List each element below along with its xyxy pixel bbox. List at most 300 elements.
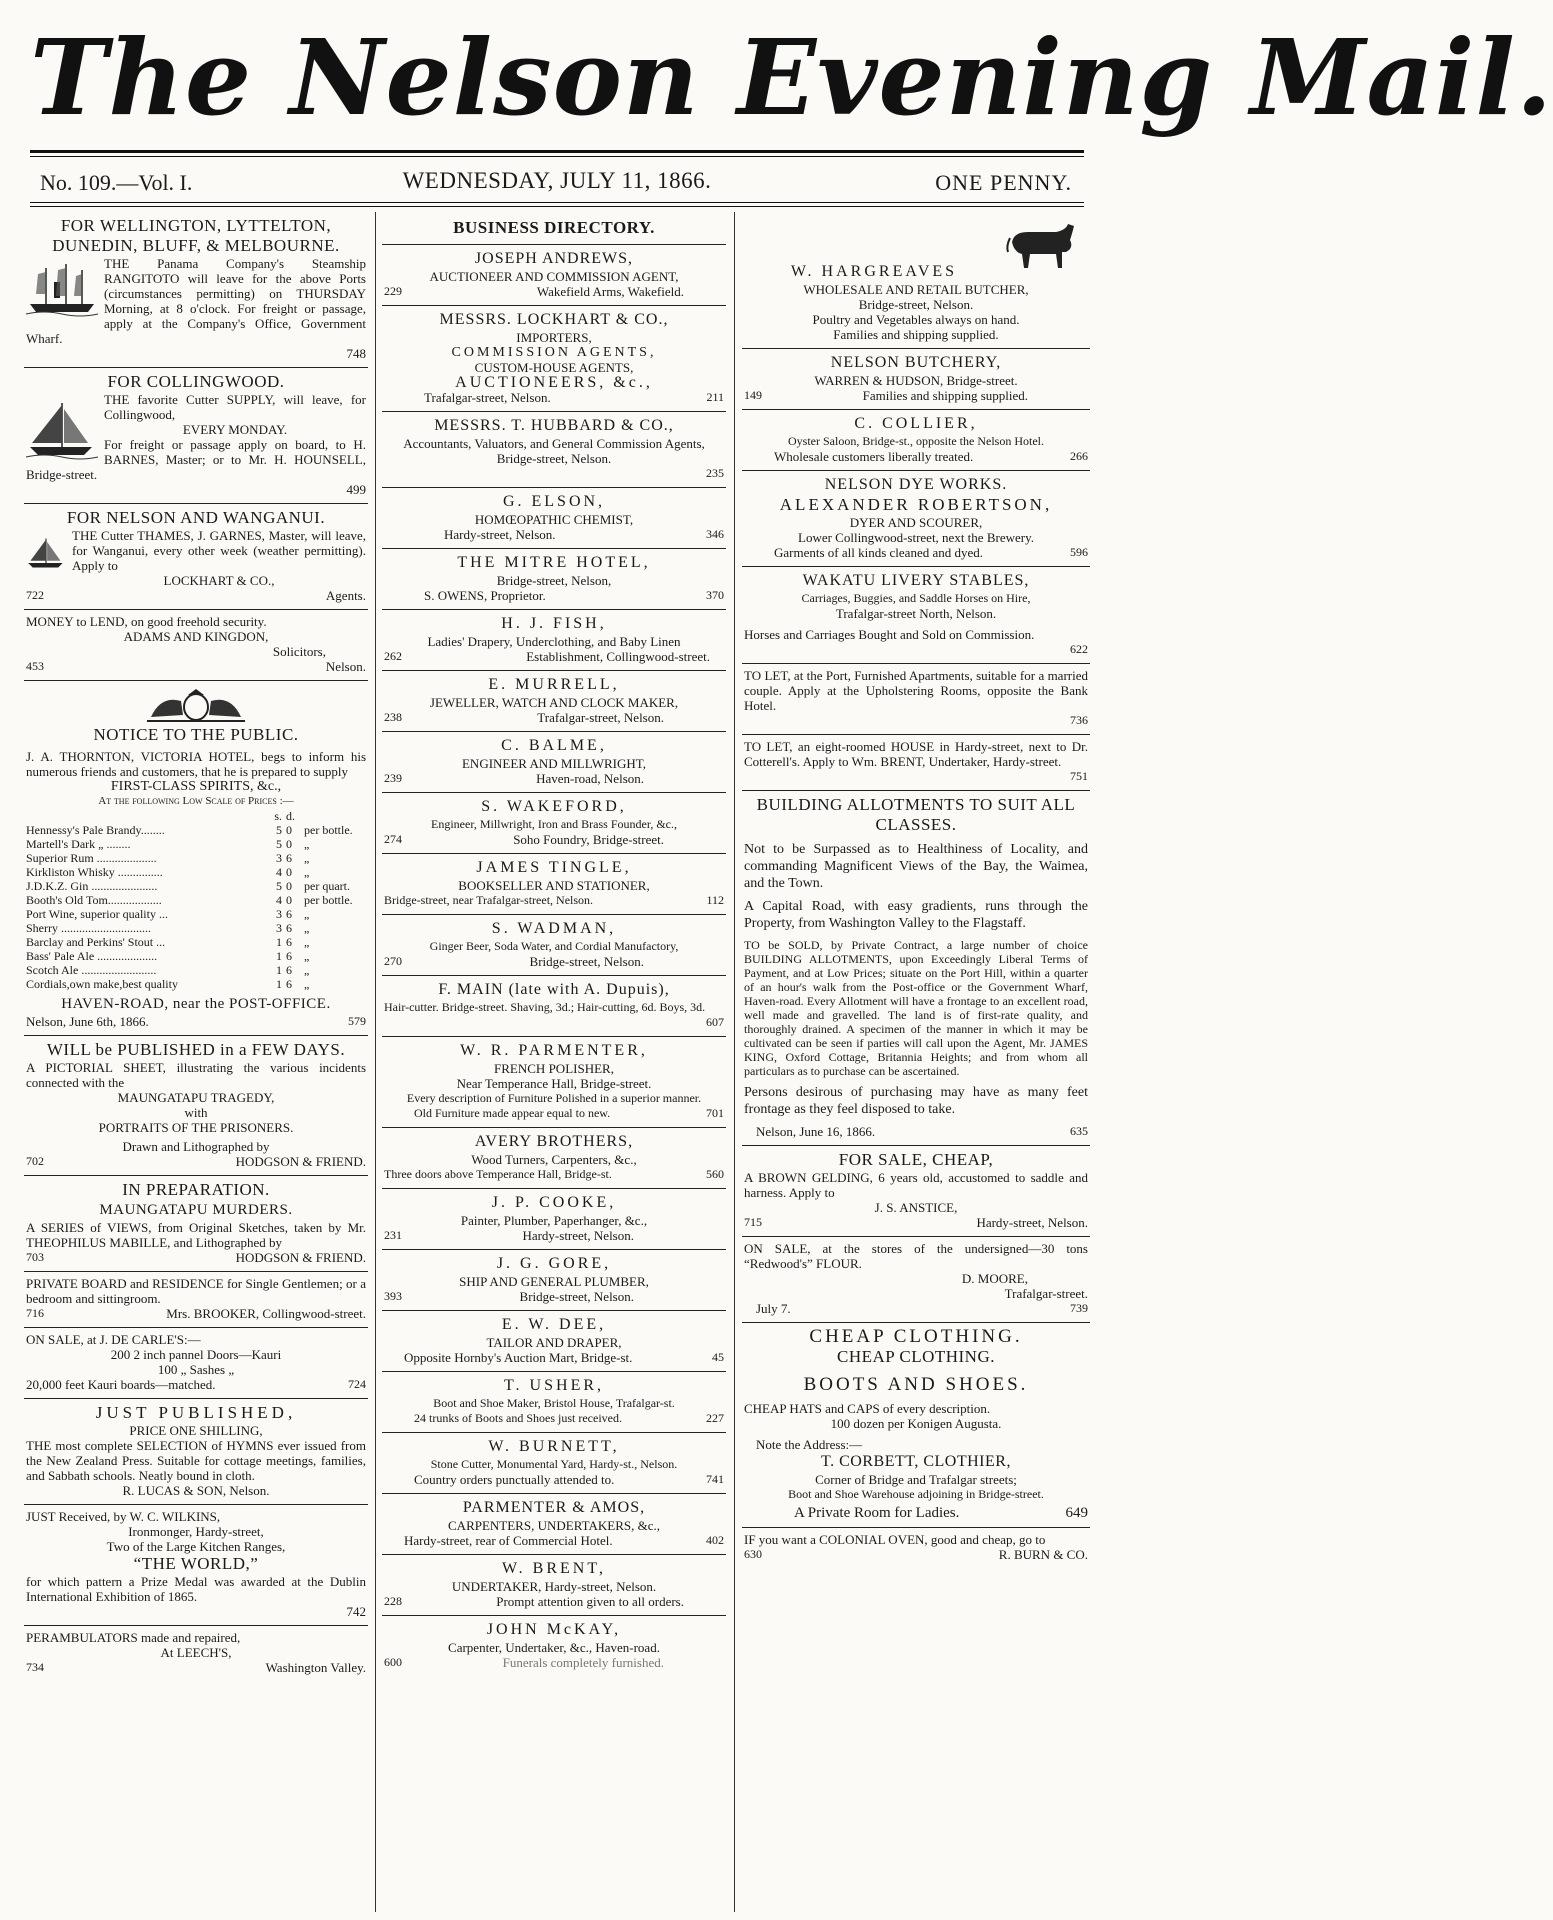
price-col-s: s. [274,809,282,823]
ad-line-2: Lower Collingwood-street, next the Brewery. [798,530,1034,545]
business-directory-heading [382,212,726,245]
dir-number: 238 [384,710,402,724]
ad-line-2: Families and shipping supplied. [862,388,1028,403]
ad-place: Washington Valley. [265,1660,366,1675]
dir-entry [382,1189,726,1250]
price-unit: per quart. [304,879,350,893]
ad-private-board [24,1272,368,1328]
dir-line: TAILOR AND DRAPER, [486,1335,622,1350]
ad-to-let-house [742,735,1090,791]
ad-number: 702 [26,1154,44,1168]
ad-agents: Agents. [325,588,366,603]
ad-wanganui [24,504,368,610]
ad-heading: BUILDING ALLOTMENTS TO SUIT ALL CLASSES. [756,795,1076,834]
ad-hargreaves [742,212,1090,349]
ad-line-2: Corner of Bridge and Trafalgar streets; [815,1472,1017,1487]
price-row [26,823,366,837]
dir-entry [382,1433,726,1494]
ad-number: 649 [1065,1505,1088,1521]
masthead-rule-thin [30,156,1084,157]
price-item: Booth's Old Tom.................. [26,893,162,907]
price-item: Barclay and Perkins' Stout ... [26,935,166,949]
ad-body: J. A. THORNTON, VICTORIA HOTEL, begs to inform his numerous friends and customers, that he is prepared to supply [26,749,366,779]
ad-number: 579 [348,1014,366,1028]
ad-name: W. HARGREAVES [790,263,958,280]
dir-name: T. USHER, [503,1377,605,1394]
price-unit: „ [304,907,310,921]
ad-para-4: Persons desirous of purchasing may have as many feet frontage as they feel disposed to take. [744,1085,1088,1117]
dir-name: THE MITRE HOTEL, [457,554,651,571]
column-divider-2 [734,212,735,1912]
ad-line: EVERY MONDAY. [182,422,288,437]
dir-name: MESSRS. T. HUBBARD & CO., [434,417,674,434]
ad-line-2: Trafalgar-street North, Nelson. [835,606,997,621]
ad-body: A SERIES of VIEWS, from Original Sketches, taken by Mr. THEOPHILUS MABILLE, and Lithographed by [26,1220,366,1250]
dir-name: JOHN McKAY, [486,1621,622,1638]
dir-number: 239 [384,771,402,785]
dir-number: 112 [706,893,724,907]
ad-line-4: A Private Room for Ladies. [794,1505,960,1521]
ad-number: 742 [346,1604,366,1619]
dir-addr: Prompt attention given to all orders. [496,1594,684,1609]
dir-entry [382,610,726,671]
ad-number: 499 [346,482,366,497]
ad-line-2: with [184,1105,208,1120]
price-unit: „ [304,921,310,935]
ad-heading-2: CHEAP CLOTHING. [837,1347,995,1366]
price-unit: „ [304,837,310,851]
dir-line: Stone Cutter, Monumental Yard, Hardy-st., Nelson. [430,1457,678,1471]
cutter-icon [26,394,98,464]
ad-agent: LOCKHART & CO., [163,573,275,588]
dir-line: UNDERTAKER, Hardy-street, Nelson. [451,1579,657,1594]
dir-number: 274 [384,832,402,846]
dir-addr: Hardy-street, Nelson. [444,527,556,542]
dir-line: Hair-cutter. Bridge-street. Shaving, 3d.; Hair-cutting, 6d. Boys, 3d. [384,1000,706,1014]
ad-para-2: A Capital Road, with easy gradients, runs through the Property, from Washington Valley to the Flagstaff. [744,899,1088,931]
ad-name: HODGSON & FRIEND. [235,1250,366,1265]
ad-foot: HAVEN-ROAD, near the POST-OFFICE. [61,996,331,1012]
price-shillings: 3 [276,907,282,921]
ad-body: ON SALE, at the stores of the undersigned—30 tons “Redwood's” FLOUR. [744,1241,1088,1271]
dir-entry [382,671,726,732]
dir-addr: Funerals completely furnished. [502,1655,664,1670]
price-shillings: 5 [276,837,282,851]
dir-addr: Opposite Hornby's Auction Mart, Bridge-st. [404,1350,633,1365]
ad-body: PERAMBULATORS made and repaired, [26,1630,241,1645]
ad-body: JUST Received, by W. C. WILKINS, [26,1509,221,1524]
price-pence: 6 [286,907,292,921]
dir-line: AUCTIONEER AND COMMISSION AGENT, [429,269,679,284]
ad-line-3: Poultry and Vegetables always on hand. [812,312,1020,327]
ad-body: TO LET, at the Port, Furnished Apartments, suitable for a married couple. Apply at the Upholstering Rooms, opposite the Bank Hotel. [744,668,1088,713]
ad-heading: JUST PUBLISHED, [95,1403,297,1422]
price-row [26,935,366,949]
price-unit: „ [304,963,310,977]
dir-number: 600 [384,1655,402,1669]
issue-date: WEDNESDAY, JULY 11, 1866. [402,168,712,193]
ad-line-2: Two of the Large Kitchen Ranges, [106,1539,286,1554]
ad-body: MONEY to LEND, on good freehold security. [26,614,267,629]
ad-name: ALEXANDER ROBERTSON, [779,495,1053,514]
ad-number: 149 [744,388,762,402]
bull-icon [1004,220,1078,274]
ad-hymns [24,1399,368,1505]
ad-line-1: WHOLESALE AND RETAIL BUTCHER, [803,282,1029,297]
dir-line: SHIP AND GENERAL PLUMBER, [459,1274,649,1289]
ad-line-3: Horses and Carriages Bought and Sold on Commission. [744,627,1035,642]
dir-number: 45 [712,1350,724,1364]
price-shillings: 1 [276,963,282,977]
dir-entry [382,1616,726,1676]
price-unit: „ [304,865,310,879]
dir-number: 270 [384,954,402,968]
ad-heading-3: BOOTS AND SHOES. [803,1374,1029,1395]
ad-number: 635 [1070,1124,1088,1138]
dir-name: JOSEPH ANDREWS, [474,250,634,267]
dir-entry [382,306,726,412]
price-pence: 6 [286,977,292,991]
dir-addr: Hardy-street, rear of Commercial Hotel. [404,1533,613,1548]
ad-body-2: for which pattern a Prize Medal was awarded at the Dublin International Exhibition of 1865. [26,1574,366,1604]
ad-brown-gelding [742,1146,1090,1237]
price-unit: „ [304,977,310,991]
dir-entry [382,1555,726,1616]
dir-name: H. J. FISH, [501,615,607,632]
price-item: Port Wine, superior quality ... [26,907,168,921]
ad-name: Mrs. BROOKER, Collingwood-street. [166,1306,366,1321]
price-row [26,837,366,851]
ad-line-1: MAUNGATAPU TRAGEDY, [117,1090,275,1105]
price-item: Superior Rum .................... [26,851,157,865]
price-shillings: 1 [276,977,282,991]
column-divider-1 [375,212,376,1912]
price-shillings: 5 [276,879,282,893]
dir-addr: Bridge-street, near Trafalgar-street, Nelson. [384,893,594,907]
price-row [26,865,366,879]
dir-number: 211 [706,390,724,404]
dir-addr: Old Furniture made appear equal to new. [414,1106,611,1120]
dir-addr: Haven-road, Nelson. [536,771,644,786]
ad-line-1: WARREN & HUDSON, Bridge-street. [814,373,1018,388]
dir-entry [382,1372,726,1433]
ad-heading: FOR WELLINGTON, LYTTELTON, DUNEDIN, BLUFF, & MELBOURNE. [52,216,340,255]
dir-addr: S. OWENS, Proprietor. [424,588,546,603]
dir-entry [382,488,726,549]
ad-number: 703 [26,1250,44,1264]
dir-line: JEWELLER, WATCH AND CLOCK MAKER, [429,695,679,710]
dir-number: 231 [384,1228,402,1242]
ad-body: THE Cutter THAMES, J. GARNES, Master, will leave, for Wanganui, every other week (weather permitting). Apply to [72,528,366,573]
section-heading: BUSINESS DIRECTORY. [453,218,655,237]
ad-thornton-spirits [24,681,368,1036]
dir-line: FRENCH POLISHER, [494,1061,614,1076]
royal-crest-icon [141,687,251,723]
ad-name: NELSON BUTCHERY, [830,354,1002,371]
ad-name: ADAMS AND KINGDON, [123,629,269,644]
price-shillings: 1 [276,949,282,963]
price-item: Cordials,own make,best quality [26,977,178,991]
dir-name: W. R. PARMENTER, [460,1042,648,1059]
dir-line: Every description of Furniture Polished in a superior manner. [406,1091,702,1105]
ad-number: 622 [1070,642,1088,656]
ad-number: 596 [1070,545,1088,559]
ad-body: THE favorite Cutter SUPPLY, will leave, for Collingwood, [104,392,366,422]
price-item: Hennessy's Pale Brandy........ [26,823,165,837]
ad-name: HODGSON & FRIEND. [235,1154,366,1169]
issue-price: ONE PENNY. [935,170,1072,195]
dir-line: COMMISSION AGENTS, [451,345,657,360]
steamship-icon [26,258,98,318]
dir-addr: Soho Foundry, Bridge-street. [513,832,664,847]
ad-name: T. CORBETT, CLOTHIER, [821,1453,1011,1470]
dir-line: Painter, Plumber, Paperhanger, &c., [460,1213,648,1228]
ad-to-let-apartments [742,664,1090,735]
price-row [26,851,366,865]
column-2 [382,212,726,1912]
ad-note: Note the Address:— [756,1437,863,1452]
dir-entry [382,1128,726,1189]
price-pence: 0 [286,837,292,851]
dir-number: 370 [706,588,724,602]
ad-line-1: Ironmonger, Hardy-street, [128,1524,264,1539]
issue-number: No. 109.—Vol. I. [40,170,193,195]
ad-line: FIRST-CLASS SPIRITS, &c., [110,779,282,794]
dir-name: E. W. DEE, [501,1316,607,1333]
ad-heading-1: CHEAP CLOTHING. [809,1326,1023,1347]
price-unit: per bottle. [304,823,353,837]
dir-addr: 24 trunks of Boots and Shoes just received. [414,1411,622,1425]
ad-body: THE Panama Company's Steamship RANGITOTO will leave for the above Ports (circumstances permitting) on THURSDAY Morning, at 8 o'clock. For freight or passage, apply at the Company's Office, Government Wharf. [26,256,366,346]
dir-name: PARMENTER & AMOS, [462,1499,646,1516]
ad-line-2: Bridge-street, Nelson. [858,297,974,312]
dir-addr: Hardy-street, Nelson. [522,1228,634,1243]
ad-line-1: 200 2 inch pannel Doors—Kauri [110,1347,282,1362]
ad-number: 722 [26,588,44,602]
ad-line-3: Boot and Shoe Warehouse adjoining in Bridge-street. [788,1487,1044,1501]
ad-date: July 7. [756,1301,791,1316]
ad-line-3: Garments of all kinds cleaned and dyed. [774,545,984,560]
dir-line: Boot and Shoe Maker, Bristol House, Trafalgar-st. [433,1396,675,1410]
ad-number: 716 [26,1306,44,1320]
ad-line-1: 100 dozen per Konigen Augusta. [830,1416,1002,1431]
dir-number: 228 [384,1594,402,1608]
dir-addr: Bridge-street, Nelson. [519,1289,634,1304]
price-shillings: 4 [276,893,282,907]
ad-number: 724 [348,1377,366,1391]
price-row [26,893,366,907]
ad-subheading: MAUNGATAPU MURDERS. [99,1202,293,1218]
dir-addr: Trafalgar-street, Nelson. [424,390,551,405]
ad-heading: NELSON DYE WORKS. [824,476,1008,493]
dir-name: W. BRENT, [502,1560,606,1577]
ad-line-1: Carriages, Buggies, and Saddle Horses on Hire, [801,591,1031,605]
ad-subheading: PRICE ONE SHILLING, [129,1423,263,1438]
ad-addr: Hardy-street, Nelson. [976,1215,1088,1230]
ad-heading: FOR NELSON AND WANGANUI. [66,508,326,527]
price-unit: „ [304,949,310,963]
price-pence: 0 [286,879,292,893]
dir-addr: Bridge-street, Nelson. [529,954,644,969]
ad-heading: FOR SALE, CHEAP, [838,1150,994,1169]
dir-number: 607 [706,1015,724,1029]
ad-number: 748 [346,346,366,361]
dir-name: E. MURRELL, [488,676,620,693]
ad-number: 739 [1070,1301,1088,1315]
dateline-rule [30,202,1084,203]
price-shillings: 3 [276,921,282,935]
ad-name: D. MOORE, [961,1271,1028,1286]
ad-drawn: Drawn and Lithographed by [122,1139,270,1154]
ad-line-1: At LEECH'S, [160,1645,232,1660]
dir-line: Ladies' Drapery, Underclothing, and Baby Linen [427,634,681,649]
ad-heading: NOTICE TO THE PUBLIC. [93,725,299,744]
dir-line: CARPENTERS, UNDERTAKERS, &c., [448,1518,660,1533]
price-row [26,907,366,921]
price-shillings: 5 [276,823,282,837]
dir-number: 560 [706,1167,724,1181]
dir-entry [382,1037,726,1128]
dir-number: 235 [706,466,724,480]
price-pence: 6 [286,963,292,977]
ad-body: THE most complete SELECTION of HYMNS ever issued from the New Zealand Press. Suitable for cottage meetings, families, and Sabbath schools. Neatly bound in cloth. [26,1438,366,1483]
column-1 [24,212,368,1912]
price-pence: 6 [286,921,292,935]
price-item: J.D.K.Z. Gin ...................... [26,879,158,893]
dir-line: CUSTOM-HOUSE AGENTS, [474,360,634,375]
price-pence: 0 [286,893,292,907]
dir-number: 741 [706,1472,724,1486]
price-item: Scotch Ale ......................... [26,963,157,977]
ad-dye-works [742,471,1090,567]
ad-body: ON SALE, at J. DE CARLE'S:— [26,1332,201,1347]
price-unit: „ [304,935,310,949]
ad-building-allotments [742,791,1090,1146]
dir-name: G. ELSON, [502,493,606,510]
dir-number: 262 [384,649,402,663]
ad-de-carle [24,1328,368,1399]
dir-line: Ginger Beer, Soda Water, and Cordial Manufactory, [429,939,679,953]
dir-name: JAMES TINGLE, [476,859,632,876]
ad-line-3: “THE WORLD,” [133,1554,259,1573]
ad-scale: At the following Low Scale of Prices :— [98,795,294,807]
ad-body: TO LET, an eight-roomed HOUSE in Hardy-street, next to Dr. Cotterell's. Apply to Wm. BRENT, Undertaker, Hardy-street. [744,739,1088,769]
dir-line: HOMŒOPATHIC CHEMIST, [474,512,634,527]
ad-line-2: Wholesale customers liberally treated. [774,449,974,464]
ad-heading: FOR COLLINGWOOD. [107,372,285,391]
dir-entry [382,793,726,854]
ad-body: A PICTORIAL SHEET, illustrating the various incidents connected with the [26,1060,366,1090]
ad-number: 734 [26,1660,44,1674]
dir-entry [382,915,726,976]
dir-number: 346 [706,527,724,541]
dir-entry [382,245,726,306]
ad-livery-stables [742,567,1090,664]
ad-name: R. BURN & CO. [998,1547,1088,1562]
ad-number: 715 [744,1215,762,1229]
ad-name: J. S. ANSTICE, [874,1200,958,1215]
masthead-rule [30,150,1084,153]
price-pence: 6 [286,935,292,949]
dir-number: 402 [706,1533,724,1547]
price-pence: 0 [286,865,292,879]
dir-entry [382,1250,726,1311]
dir-line: Bridge-street, Nelson, [496,573,612,588]
dir-line: ENGINEER AND MILLWRIGHT, [461,756,646,771]
dir-entry [382,1494,726,1555]
price-row [26,879,366,893]
dir-number: 393 [384,1289,402,1303]
ad-para-3: TO be SOLD, by Private Contract, a large number of choice BUILDING ALLOTMENTS, upon Exceedingly Liberal Terms of Payment, and at Low Prices; situate on the Port Hill, within a quarter of an hour's walk from the Post-office or the Government Wharf, Haven-road. Every Allotment will have a frontage to an excellent road, well made and gravelled. The land is of first-rate quality, and thoroughly drained. A specimen of the manner in which it may be cultivated can be seen if parties will call upon the Agent, Mr. JAMES KING, Oxford Cottage, Britannia Heights; and from whom all particulars as to purchase can be ascertained. [744,938,1088,1078]
dir-line: IMPORTERS, [516,330,592,345]
price-pence: 6 [286,949,292,963]
dir-name: S. WAKEFORD, [481,798,627,815]
dir-entry [382,854,726,915]
ad-addr: Trafalgar-street. [1004,1286,1088,1301]
dateline [30,164,1084,200]
dir-entry [382,549,726,610]
ad-line-2: 100 „ Sashes „ [157,1362,235,1377]
dir-name: MESSRS. LOCKHART & CO., [439,311,669,328]
ad-name: WAKATU LIVERY STABLES, [802,572,1030,589]
dir-name: J. P. COOKE, [491,1194,617,1211]
dir-line: Carpenter, Undertaker, &c., Haven-road. [448,1640,660,1655]
ad-name: C. COLLIER, [854,415,978,432]
ad-wilkins [24,1505,368,1626]
ad-place: Nelson. [325,659,366,674]
ad-line-1: Oyster Saloon, Bridge-st., opposite the Nelson Hotel. [788,434,1044,448]
ad-collingwood [24,368,368,504]
dir-name: J. G. GORE, [496,1255,612,1272]
dir-number: 701 [706,1106,724,1120]
price-pence: 6 [286,851,292,865]
price-unit: per bottle. [304,893,353,907]
ad-date: Nelson, June 16, 1866. [756,1124,876,1139]
ad-pictorial-sheet [24,1036,368,1176]
ad-body: PRIVATE BOARD and RESIDENCE for Single Gentlemen; or a bedroom and sittingroom. [26,1276,366,1306]
price-row [26,921,366,935]
price-shillings: 1 [276,935,282,949]
dir-entry [382,732,726,793]
ad-colonial-oven [742,1528,1090,1568]
ad-name: R. LUCAS & SON, Nelson. [122,1483,270,1498]
ad-nelson-butchery [742,349,1090,410]
price-shillings: 4 [276,865,282,879]
dir-addr: Wakefield Arms, Wakefield. [536,284,684,299]
ad-body-2: For freight or passage apply on board, to H. BARNES, Master; or to Mr. H. HOUNSELL, Bridge-street. [26,437,366,482]
ad-number: 453 [26,659,44,673]
dir-name: W. BURNETT, [488,1438,620,1455]
ad-line-4: Families and shipping supplied. [833,327,999,342]
ad-flour [742,1237,1090,1323]
dateline-rule-2 [30,206,1084,207]
newspaper-title: The Nelson Evening Mail. [30,16,1553,139]
ad-role: Solicitors, [272,644,326,659]
ad-corbett-clothier [742,1323,1090,1528]
ad-body: IF you want a COLONIAL OVEN, good and cheap, go to [744,1532,1046,1547]
price-shillings: 3 [276,851,282,865]
dir-line: Wood Turners, Carpenters, &c., [471,1152,637,1167]
price-item: Kirkliston Whisky ............... [26,865,163,879]
ad-perambulators [24,1626,368,1681]
dir-line: Engineer, Millwright, Iron and Brass Founder, &c., [431,817,677,831]
price-unit: „ [304,851,310,865]
ad-para-1: Not to be Surpassed as to Healthiness of Locality, and commanding Magnificent Views of the Bay, the Waimea, and the Town. [744,842,1088,891]
price-list [26,809,366,991]
ad-number: 266 [1070,449,1088,463]
dir-name: S. WADMAN, [491,920,617,937]
dir-number: 229 [384,284,402,298]
